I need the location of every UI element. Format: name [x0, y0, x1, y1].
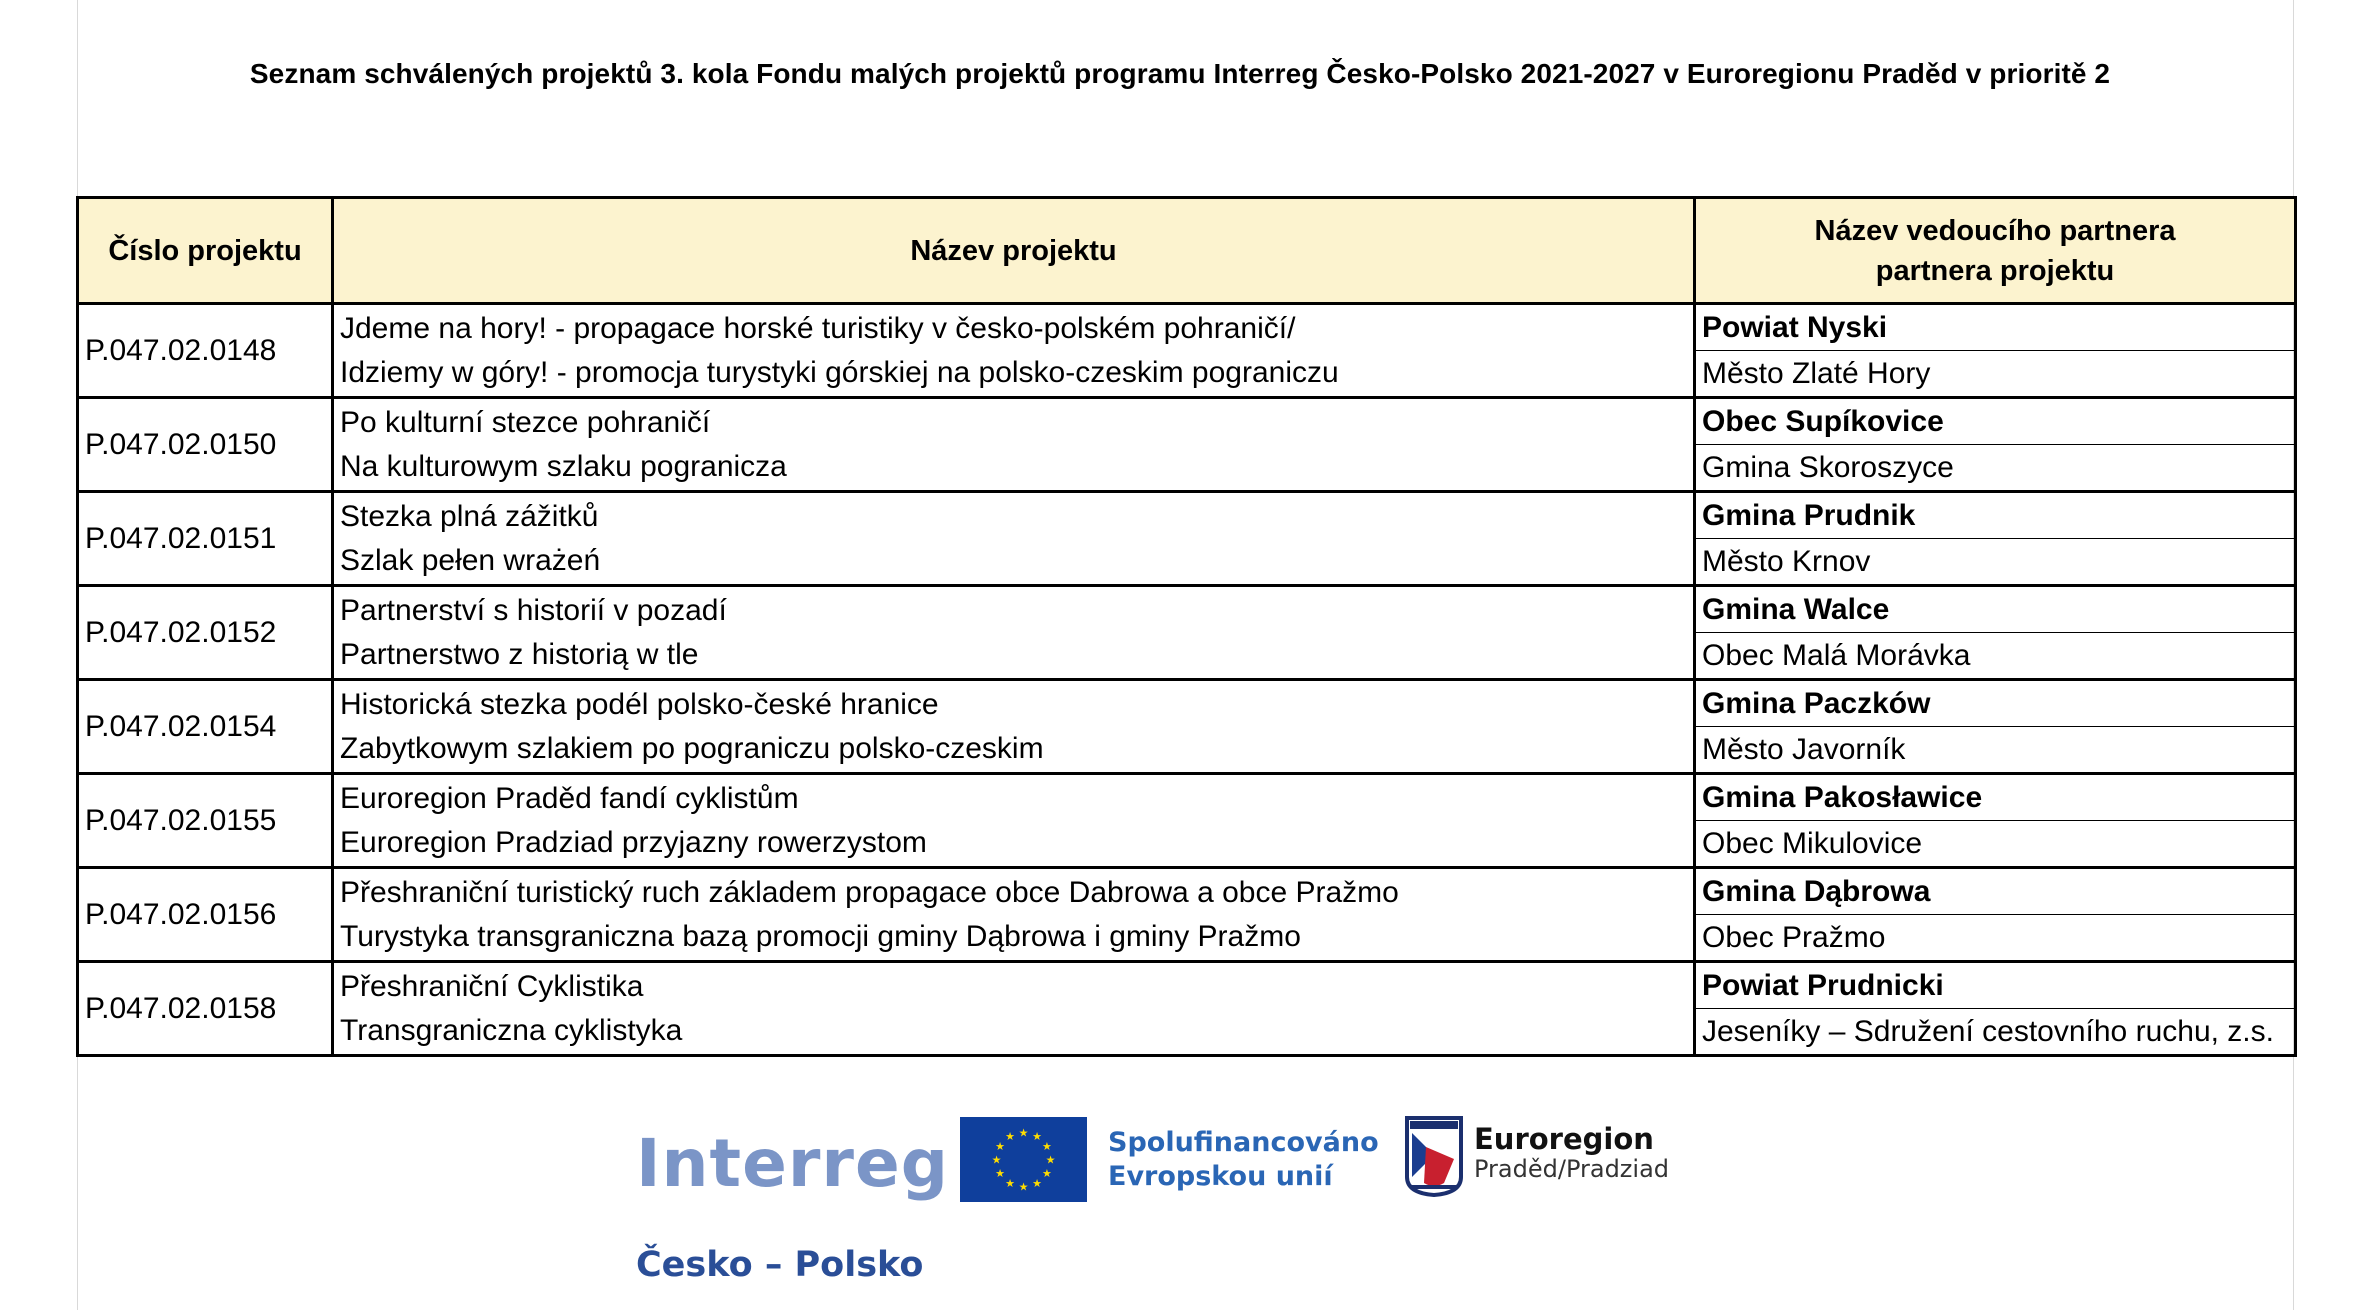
projects-table: [76, 196, 2297, 1057]
eu-star-icon: ★: [1032, 1131, 1042, 1144]
project-name: [333, 774, 1695, 868]
project-name: [333, 398, 1695, 492]
eu-star-icon: ★: [1018, 1181, 1029, 1194]
project-name-pl: Euroregion Pradziad przyjazny rowerzystom: [340, 825, 927, 859]
eu-star-icon: ★: [1041, 1141, 1052, 1153]
project-partner: Obec Pražmo: [1695, 915, 2296, 962]
table-row: [78, 774, 2296, 821]
eu-flag-icon: [960, 1117, 1087, 1202]
lead-partner: Gmina Prudnik: [1695, 492, 2296, 539]
project-name-pl: Partnerstwo z historią w tle: [340, 637, 699, 671]
eu-star-icon: ★: [1041, 1168, 1052, 1180]
table-row: [78, 586, 2296, 633]
project-name: [333, 492, 1695, 586]
project-name: [333, 868, 1695, 962]
project-number: P.047.02.0155: [78, 774, 333, 868]
project-partner: Jeseníky – Sdružení cestovního ruchu, z.s.: [1695, 1009, 2296, 1056]
eu-star-icon: ★: [995, 1141, 1006, 1153]
project-name: [333, 680, 1695, 774]
table-row: [78, 492, 2296, 539]
project-name: [333, 962, 1695, 1056]
eu-text-line1: Spolufinancováno: [1108, 1127, 1379, 1158]
project-number: P.047.02.0154: [78, 680, 333, 774]
project-name-pl: Turystyka transgraniczna bazą promocji gminy Dąbrowa i gminy Pražmo: [340, 919, 1301, 953]
euroregion-emblem-icon: [1404, 1115, 1464, 1197]
project-partner: Město Krnov: [1695, 539, 2296, 586]
header-lead-partner-line2: partnera projektu: [1875, 254, 2115, 287]
euroregion-text-line1: Euroregion: [1474, 1122, 1654, 1156]
eu-star-icon: ★: [991, 1154, 1002, 1167]
document-title: Seznam schválených projektů 3. kola Fondu malých projektů programu Interreg Česko-Polsko 2021-2027 v Euroregionu Praděd v prioritě 2: [249, 58, 2111, 89]
table-row: [78, 398, 2296, 445]
header-lead-partner-line1: Název vedoucího partnera: [1814, 214, 2176, 247]
project-number: P.047.02.0151: [78, 492, 333, 586]
interreg-subtitle: Česko – Polsko: [636, 1245, 924, 1285]
project-name-cz: Jdeme na hory! - propagace horské turistiky v česko-polském pohraničí/: [340, 311, 1296, 345]
lead-partner: Obec Supíkovice: [1695, 398, 2296, 445]
eu-star-icon: ★: [1045, 1154, 1056, 1167]
project-name: [333, 586, 1695, 680]
project-number: P.047.02.0148: [78, 304, 333, 398]
header-lead-partner: [1695, 198, 2296, 304]
project-name-cz: Po kulturní stezce pohraničí: [340, 405, 711, 439]
table-row: [78, 868, 2296, 915]
lead-partner: Powiat Nyski: [1695, 304, 2296, 351]
table-row: [78, 304, 2296, 351]
eu-star-icon: ★: [1005, 1177, 1015, 1190]
euroregion-text-line2: Praděd/Pradziad: [1474, 1155, 1670, 1183]
table-header-row: [78, 198, 2296, 304]
eu-star-icon: ★: [1018, 1127, 1029, 1140]
eu-star-icon: ★: [995, 1168, 1006, 1180]
lead-partner: Gmina Dąbrowa: [1695, 868, 2296, 915]
project-number: P.047.02.0150: [78, 398, 333, 492]
lead-partner: Gmina Paczków: [1695, 680, 2296, 727]
project-name-pl: Szlak pełen wrażeń: [340, 543, 601, 577]
project-number: P.047.02.0158: [78, 962, 333, 1056]
lead-partner: Powiat Prudnicki: [1695, 962, 2296, 1009]
project-partner: Obec Malá Morávka: [1695, 633, 2296, 680]
project-partner: Město Javorník: [1695, 727, 2296, 774]
project-number: P.047.02.0152: [78, 586, 333, 680]
project-name-cz: Euroregion Praděd fandí cyklistům: [340, 781, 799, 815]
header-project-number: Číslo projektu: [78, 198, 333, 304]
eu-star-icon: ★: [1032, 1177, 1042, 1190]
lead-partner: Gmina Pakosławice: [1695, 774, 2296, 821]
project-name-cz: Přeshraniční turistický ruch základem propagace obce Dabrowa a obce Pražmo: [340, 875, 1399, 909]
euroregion-logo-text: [1474, 1124, 1669, 1184]
project-name-pl: Transgraniczna cyklistyka: [340, 1013, 683, 1047]
project-name-pl: Idziemy w góry! - promocja turystyki górskiej na polsko-czeskim pograniczu: [340, 355, 1339, 389]
project-partner: Město Zlaté Hory: [1695, 351, 2296, 398]
lead-partner: Gmina Walce: [1695, 586, 2296, 633]
project-number: P.047.02.0156: [78, 868, 333, 962]
project-name-cz: Historická stezka podél polsko-české hranice: [340, 687, 939, 721]
eu-cofinancing-text: [1108, 1126, 1379, 1194]
eu-star-icon: ★: [1005, 1131, 1015, 1144]
project-name-cz: Přeshraniční Cyklistika: [340, 969, 644, 1003]
project-partner: Gmina Skoroszyce: [1695, 445, 2296, 492]
project-partner: Obec Mikulovice: [1695, 821, 2296, 868]
header-project-name: Název projektu: [333, 198, 1695, 304]
project-name-cz: Partnerství s historií v pozadí: [340, 593, 727, 627]
project-name-pl: Zabytkowym szlakiem po pograniczu polsko-czeskim: [340, 731, 1044, 765]
eu-text-line2: Evropskou unií: [1108, 1161, 1333, 1192]
interreg-logo: Interreg: [636, 1125, 949, 1202]
project-name-pl: Na kulturowym szlaku pogranicza: [340, 449, 787, 483]
project-name-cz: Stezka plná zážitků: [340, 499, 599, 533]
table-row: [78, 680, 2296, 727]
table-row: [78, 962, 2296, 1009]
project-name: [333, 304, 1695, 398]
